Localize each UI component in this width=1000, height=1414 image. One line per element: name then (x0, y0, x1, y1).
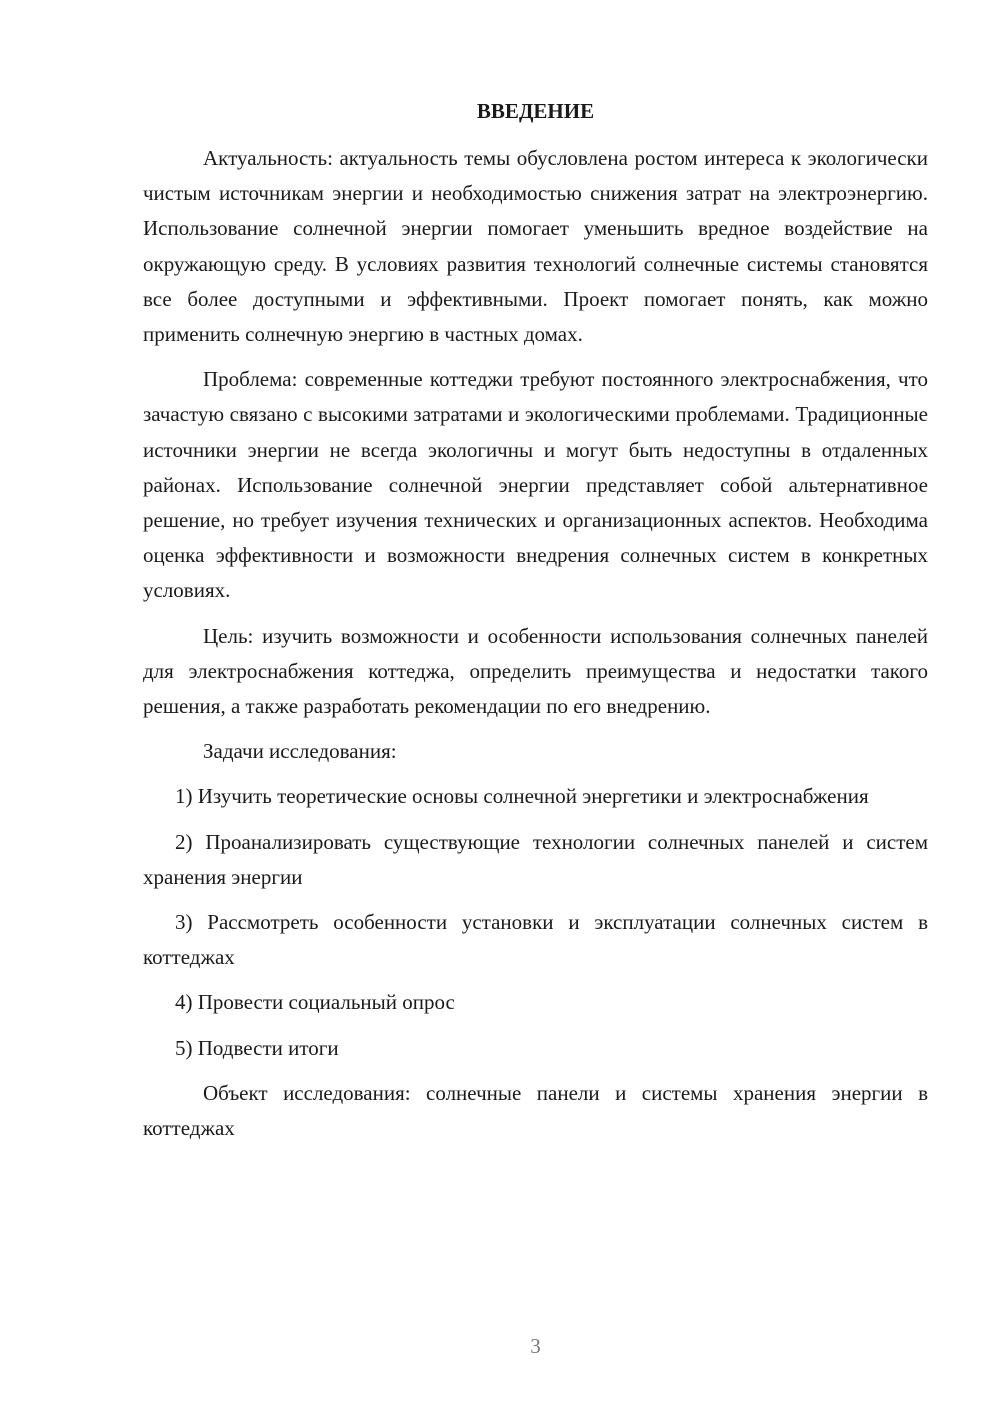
document-page (143, 0, 928, 1414)
task-item-3: 3) Рассмотреть особенности установки и эксплуатации солнечных систем в коттеджах (143, 910, 928, 970)
task-item-4: 4) Провести социальный опрос (175, 990, 455, 1015)
task-item-1: 1) Изучить теоретические основы солнечной энергетики и электроснабжения (175, 784, 869, 809)
paragraph-object: Объект исследования: солнечные панели и системы хранения энергии в коттеджах (143, 1080, 928, 1141)
paragraph-relevance: Актуальность: актуальность темы обусловлена ростом интереса к экологически чистым источникам энергии и необходимостью снижения затрат на электроэнергию. Использование солнечной энергии помогает уменьшить вредное воздействие на окружающую среду. В условиях развития технологий солнечные системы становятся все более доступными и эффективными. Проект помогает понять, как можно применить солнечную энергию в частных домах. (143, 146, 928, 347)
page-number: 3 (530, 1334, 541, 1358)
task-item-5: 5) Подвести итоги (175, 1035, 339, 1060)
task-item-2: 2) Проанализировать существующие технологии солнечных панелей и систем хранения энергии (143, 829, 928, 889)
document-body (143, 141, 928, 1156)
page-title: ВВЕДЕНИЕ (476, 99, 595, 123)
tasks-heading: Задачи исследования: (203, 739, 397, 764)
paragraph-goal: Цель: изучить возможности и особенности использования солнечных панелей для электроснабжения коттеджа, определить преимущества и недостатки такого решения, а также разработать рекомендации по его внедрению. (143, 623, 928, 719)
paragraph-problem: Проблема: современные коттеджи требуют постоянного электроснабжения, что зачастую связано с высокими затратами и экологическими проблемами. Традиционные источники энергии не всегда экологичны и могут быть недоступны в отдаленных районах. Использование солнечной энергии представляет собой альтернативное решение, но требует изучения технических и организационных аспектов. Необходима оценка эффективности и возможности внедрения солнечных систем в конкретных условиях. (143, 367, 928, 603)
tasks-list (143, 779, 928, 1065)
